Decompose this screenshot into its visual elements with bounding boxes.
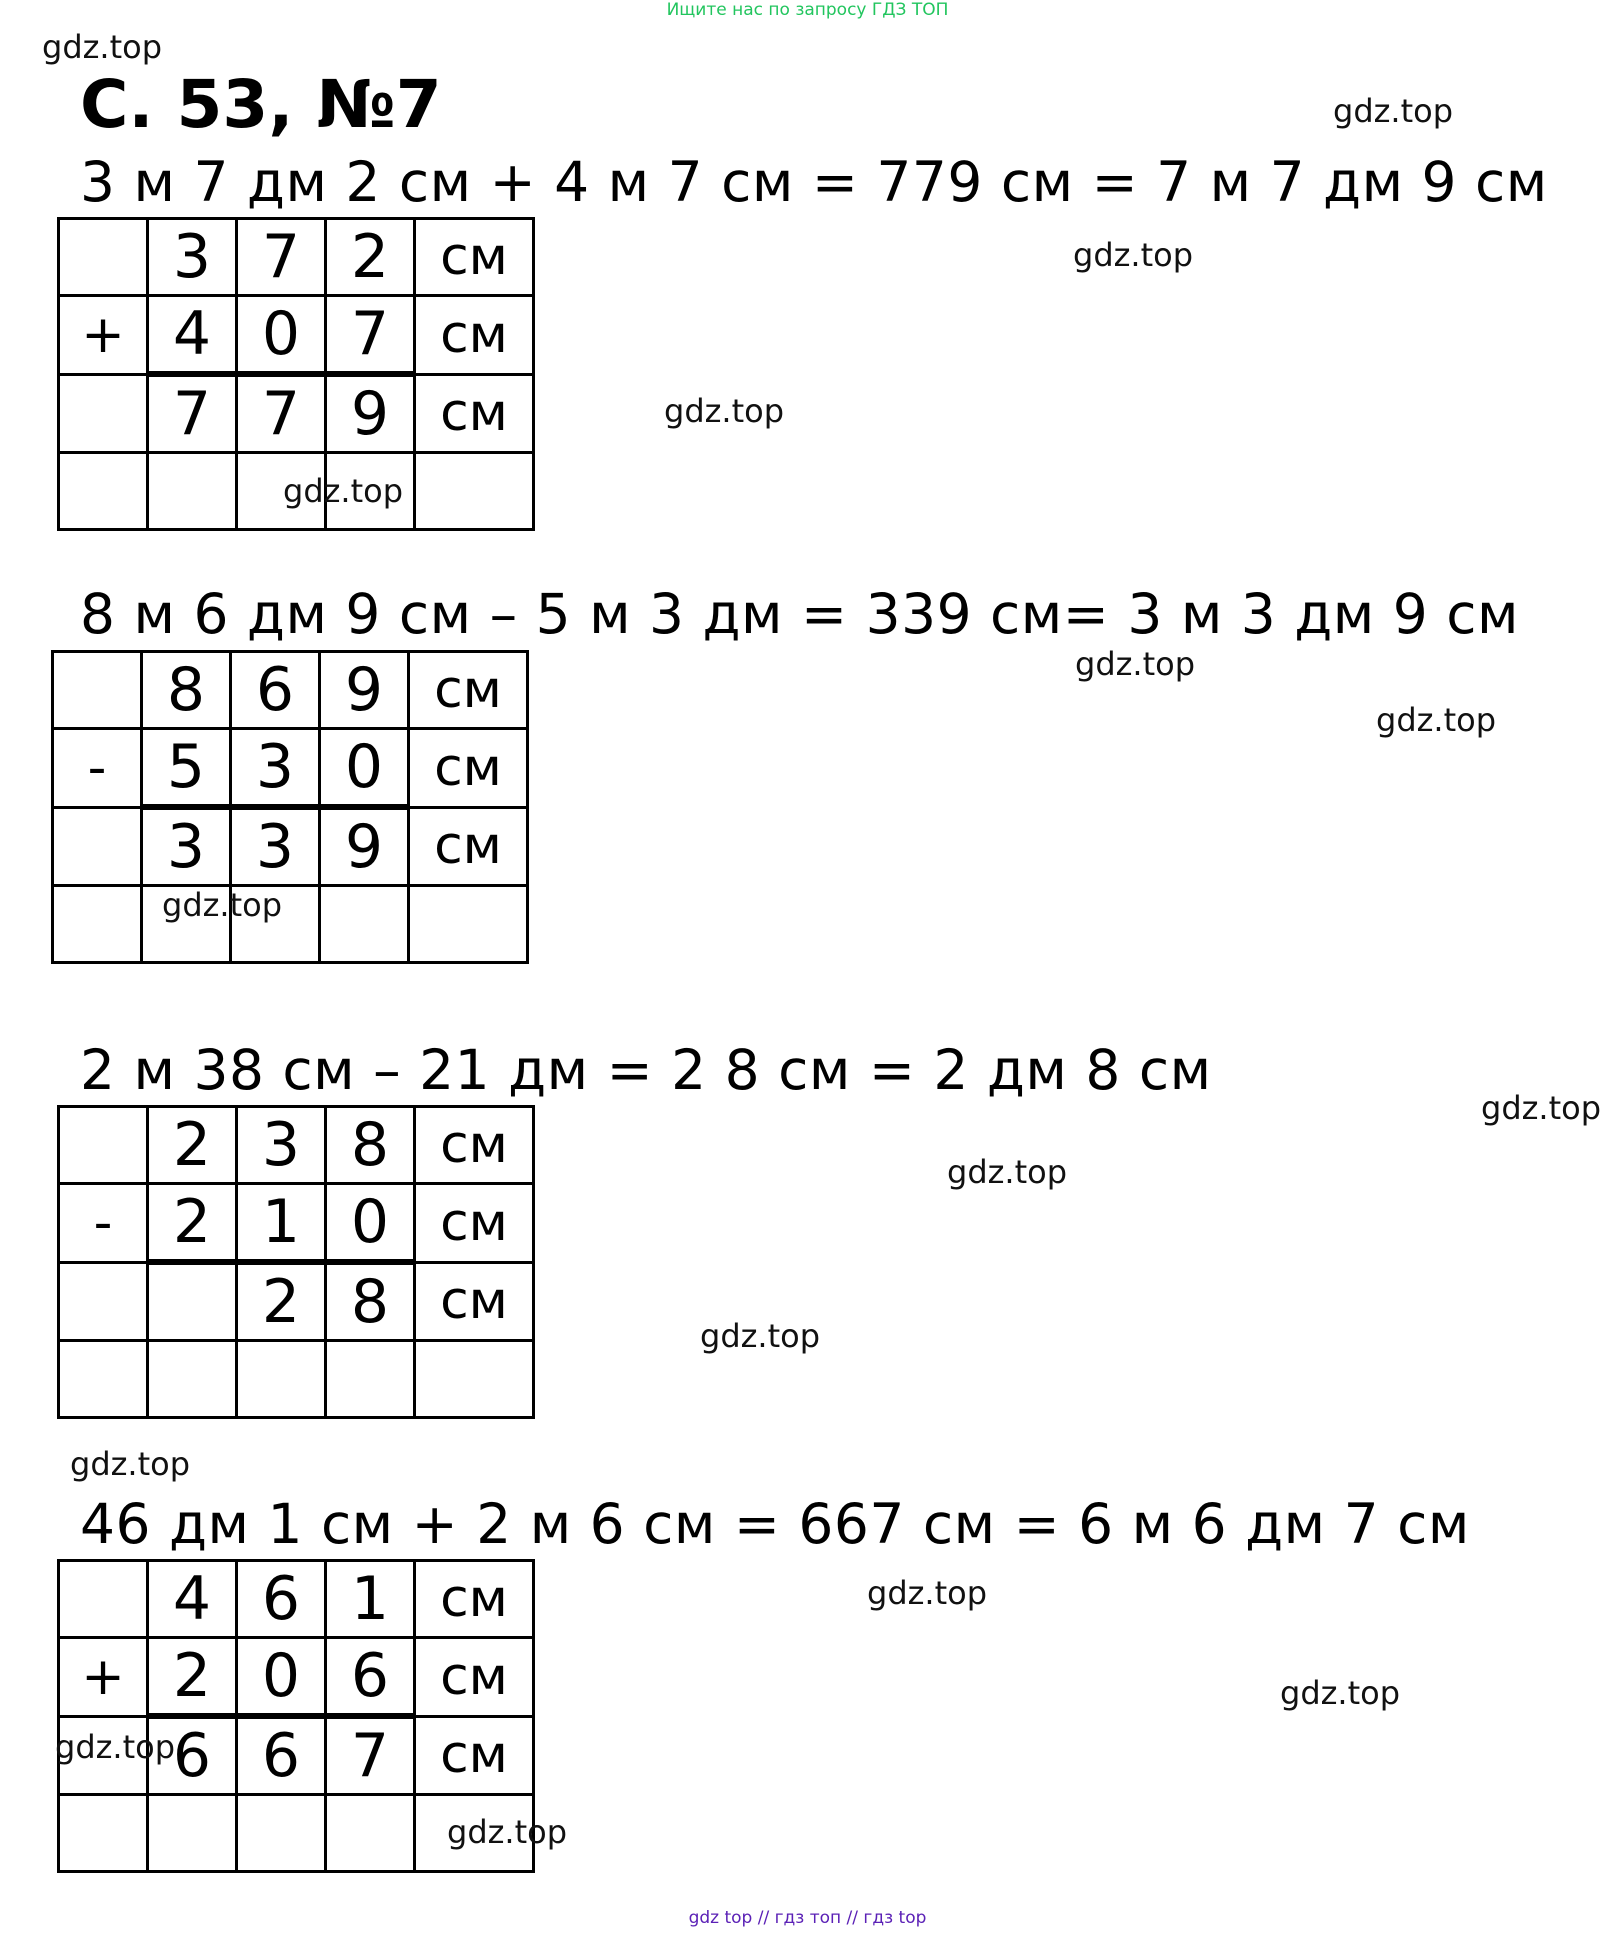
empty-cell bbox=[148, 1341, 237, 1418]
empty-cell bbox=[237, 1795, 326, 1872]
digit-cell: 1 bbox=[326, 1561, 415, 1638]
digit-cell: 8 bbox=[142, 652, 231, 729]
equation-4: 46 дм 1 см + 2 м 6 см = 667 см = 6 м 6 дм 7 см bbox=[80, 1492, 1470, 1556]
digit-cell: 4 bbox=[148, 296, 237, 375]
op-cell bbox=[59, 219, 148, 296]
watermark: gdz.top bbox=[1376, 701, 1497, 739]
result-digit: 3 bbox=[231, 807, 320, 886]
empty-cell bbox=[59, 1262, 148, 1341]
empty-cell bbox=[59, 1795, 148, 1872]
digit-cell: 0 bbox=[237, 1638, 326, 1717]
digit-cell: 9 bbox=[320, 652, 409, 729]
digit-cell: 2 bbox=[148, 1638, 237, 1717]
digit-cell: 5 bbox=[142, 729, 231, 808]
watermark: gdz.top bbox=[42, 28, 163, 66]
result-digit bbox=[148, 1262, 237, 1341]
watermark: gdz.top bbox=[664, 392, 785, 430]
operator-sign: + bbox=[59, 296, 148, 375]
equation-3: 2 м 38 см – 21 дм = 2 8 см = 2 дм 8 см bbox=[80, 1038, 1212, 1102]
digit-cell: 7 bbox=[326, 296, 415, 375]
digit-cell: 2 bbox=[148, 1107, 237, 1184]
digit-cell: 2 bbox=[148, 1184, 237, 1263]
unit-cell: см bbox=[415, 1561, 534, 1638]
result-digit: 7 bbox=[237, 374, 326, 453]
unit-cell: см bbox=[409, 652, 528, 729]
operator-sign: + bbox=[59, 1638, 148, 1717]
watermark: gdz.top bbox=[70, 1445, 191, 1483]
watermark: gdz.top bbox=[1481, 1089, 1602, 1127]
empty-cell bbox=[237, 1341, 326, 1418]
watermark: gdz.top bbox=[1073, 236, 1194, 274]
equation-1: 3 м 7 дм 2 см + 4 м 7 см = 779 см = 7 м 7 дм 9 см bbox=[80, 150, 1548, 214]
empty-cell bbox=[53, 807, 142, 886]
watermark: gdz.top bbox=[162, 886, 283, 924]
digit-cell: 2 bbox=[326, 219, 415, 296]
result-digit: 7 bbox=[148, 374, 237, 453]
unit-cell: см bbox=[415, 296, 534, 375]
digit-cell: 6 bbox=[231, 652, 320, 729]
empty-cell bbox=[59, 453, 148, 530]
digit-cell: 8 bbox=[326, 1107, 415, 1184]
unit-cell: см bbox=[415, 1184, 534, 1263]
empty-cell bbox=[326, 1341, 415, 1418]
op-cell bbox=[53, 652, 142, 729]
watermark: gdz.top bbox=[1280, 1674, 1401, 1712]
column-table-2 bbox=[51, 650, 529, 964]
digit-cell: 0 bbox=[320, 729, 409, 808]
unit-cell: см bbox=[409, 729, 528, 808]
operator-sign: - bbox=[59, 1184, 148, 1263]
unit-cell: см bbox=[415, 374, 534, 453]
digit-cell: 3 bbox=[231, 729, 320, 808]
result-digit: 3 bbox=[142, 807, 231, 886]
unit-cell: см bbox=[415, 1107, 534, 1184]
page-title: С. 53, №7 bbox=[80, 66, 442, 143]
top-banner: Ищите нас по запросу ГДЗ ТОП bbox=[666, 0, 949, 20]
empty-cell bbox=[415, 453, 534, 530]
unit-cell: см bbox=[409, 807, 528, 886]
watermark: gdz.top bbox=[947, 1153, 1068, 1191]
watermark: gdz.top bbox=[700, 1317, 821, 1355]
empty-cell bbox=[320, 886, 409, 963]
digit-cell: 4 bbox=[148, 1561, 237, 1638]
digit-cell: 6 bbox=[326, 1638, 415, 1717]
digit-cell: 0 bbox=[326, 1184, 415, 1263]
column-table-3 bbox=[57, 1105, 535, 1419]
empty-cell bbox=[326, 1795, 415, 1872]
digit-cell: 3 bbox=[237, 1107, 326, 1184]
empty-cell bbox=[59, 1341, 148, 1418]
watermark: gdz.top bbox=[1333, 92, 1454, 130]
empty-cell bbox=[59, 374, 148, 453]
empty-cell bbox=[409, 886, 528, 963]
watermark: gdz.top bbox=[867, 1574, 988, 1612]
unit-cell: см bbox=[415, 219, 534, 296]
watermark: gdz.top bbox=[447, 1813, 568, 1851]
result-digit: 2 bbox=[237, 1262, 326, 1341]
footer-links: gdz top // гдз топ // гдз top bbox=[688, 1908, 927, 1928]
result-digit: 9 bbox=[326, 374, 415, 453]
unit-cell: см bbox=[415, 1262, 534, 1341]
empty-cell bbox=[148, 1795, 237, 1872]
result-digit: 9 bbox=[320, 807, 409, 886]
digit-cell: 7 bbox=[237, 219, 326, 296]
operator-sign: - bbox=[53, 729, 142, 808]
digit-cell: 3 bbox=[148, 219, 237, 296]
digit-cell: 1 bbox=[237, 1184, 326, 1263]
op-cell bbox=[59, 1107, 148, 1184]
watermark: gdz.top bbox=[1075, 645, 1196, 683]
empty-cell bbox=[415, 1341, 534, 1418]
result-digit: 7 bbox=[326, 1716, 415, 1795]
result-digit: 8 bbox=[326, 1262, 415, 1341]
digit-cell: 0 bbox=[237, 296, 326, 375]
equation-2: 8 м 6 дм 9 см – 5 м 3 дм = 339 см= 3 м 3 дм 9 см bbox=[80, 582, 1519, 646]
unit-cell: см bbox=[415, 1638, 534, 1717]
watermark: gdz.top bbox=[283, 472, 404, 510]
unit-cell: см bbox=[415, 1716, 534, 1795]
empty-cell bbox=[148, 453, 237, 530]
watermark: gdz.top bbox=[55, 1728, 176, 1766]
digit-cell: 6 bbox=[237, 1561, 326, 1638]
result-digit: 6 bbox=[148, 1716, 237, 1795]
result-digit: 6 bbox=[237, 1716, 326, 1795]
op-cell bbox=[59, 1561, 148, 1638]
empty-cell bbox=[53, 886, 142, 963]
